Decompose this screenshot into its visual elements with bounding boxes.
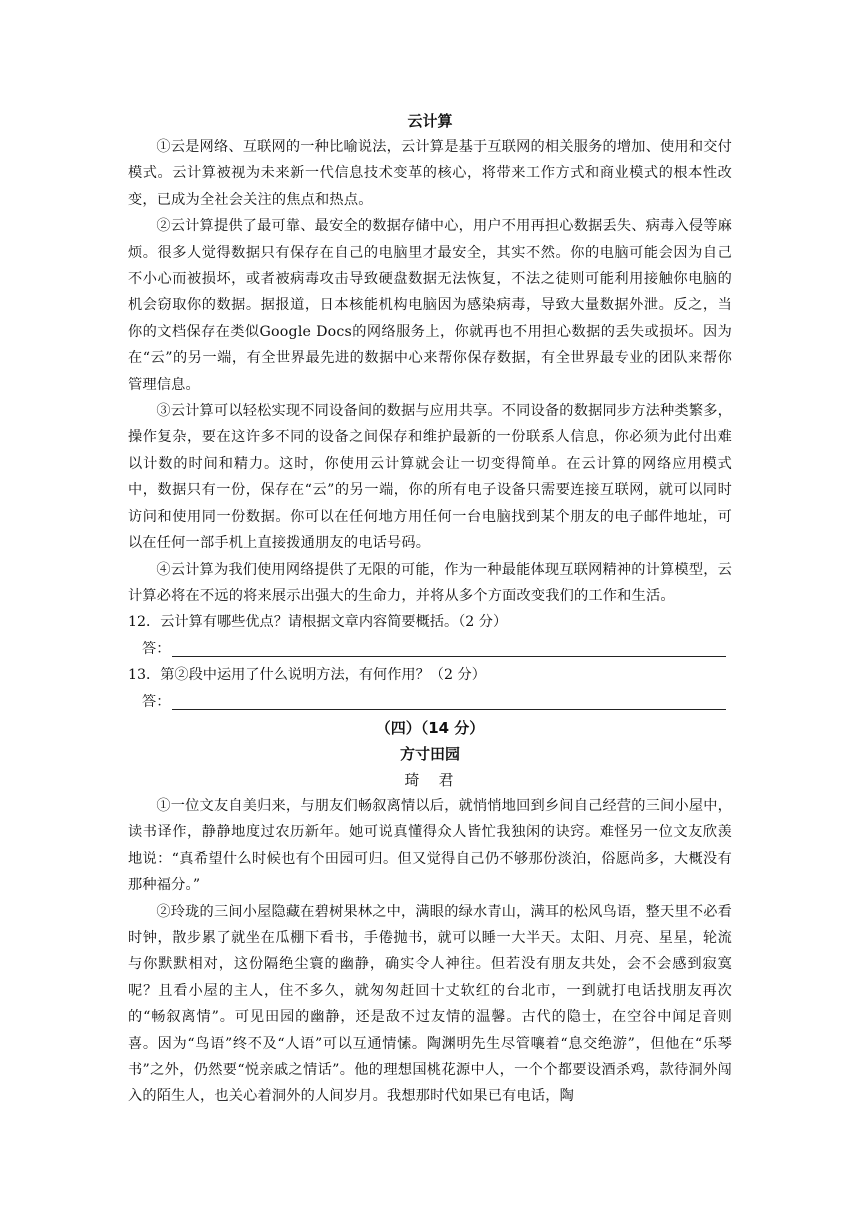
article-title-square-inch-garden: 方寸田园 xyxy=(399,744,460,763)
document-page xyxy=(128,108,732,1110)
paragraph-6: ②玲珑的三间小屋隐藏在碧树果林之中，满眼的绿水青山，满耳的松风鸟语，整天里不必看时钟，散步累了就坐在瓜棚下看书，手倦抛书，就可以睡一大半天。太阳、月亮、星星，轮流与你默默相对，这份隔绝尘寰的幽静，确实令人神往。但若没有朋友共处，会不会感到寂寞呢？且看小屋的主人，住不多久，就匆匆赶回十丈软红的台北市，一到就打电话找朋友再次的“畅叙离情”。可见田园的幽静，还是敌不过友情的温馨。古代的隐士，在空谷中闻足音则喜。因为“鸟语”终不及“人语”可以互通情愫。陶渊明先生尽管嚷着“息交绝游”，但他在“乐琴书”之外，仍然要“悦亲戚之情话”。他的理想国桃花源中人，一个个都要设酒杀鸡，款待洞外闯入的陌生人，也关心着洞外的人间岁月。我想那时代如果已有电话，陶 xyxy=(128,903,732,1105)
question-13: 13．第②段中运用了什么说明方法，有何作用？（2 分） xyxy=(128,667,486,684)
answer-rule xyxy=(172,708,726,710)
question-12: 12．云计算有哪些优点？请根据文章内容简要概括。（2 分） xyxy=(128,614,508,631)
paragraph-3: ③云计算可以轻松实现不同设备间的数据与应用共享。不同设备的数据同步方法种类繁多，操作复杂，要在这许多不同的设备之间保存和维护最新的一份联系人信息，你必须为此付出难以计数的时间和精力。这时，你使用云计算就会让一切变得简单。在云计算的网络应用模式中，数据只有一份，保存在“云”的另一端，你的所有电子设备只需要连接互联网，就可以同时访问和使用同一份数据。你可以在任何地方用任何一台电脑找到某个朋友的电子邮件地址，可以在任何一部手机上直接拨通朋友的电话号码。 xyxy=(128,403,732,552)
paragraph-5: ①一位文友自美归来，与朋友们畅叙离情以后，就悄悄地回到乡间自己经营的三间小屋中，读书译作，静静地度过农历新年。她可说真懂得众人皆忙我独闲的诀窍。难怪另一位文友欣羡地说：“真希望什么时候也有个田园可归。但又觉得自己仍不够那份淡泊，俗愿尚多，大概没有那种福分。” xyxy=(128,797,732,894)
article-title-cloud-computing: 云计算 xyxy=(407,112,453,130)
paragraph-2: ②云计算提供了最可靠、最安全的数据存储中心，用户不用再担心数据丢失、病毒入侵等麻烦。很多人觉得数据只有保存在自己的电脑里才最安全，其实不然。你的电脑可能会因为自己不小心而被损坏，或者被病毒攻击导致硬盘数据无法恢复，不法之徒则可能利用接触你电脑的机会窃取你的数据。据报道，日本核能机构电脑因为感染病毒，导致大量数据外泄。反之，当你的文档保存在类似Google Docs的网络服务上，你就再也不用担心数据的丢失或损坏。因为在“云”的另一端，有全世界最先进的数据中心来帮你保存数据，有全世界最专业的团队来帮你管理信息。 xyxy=(128,218,732,393)
paragraph-1: ①云是网络、互联网的一种比喻说法，云计算是基于互联网的相关服务的增加、使用和交付模式。云计算被视为未来新一代信息技术变革的核心，将带来工作方式和商业模式的根本性改变，已成为全社会关注的焦点和热点。 xyxy=(128,139,732,208)
article-author: 琦 君 xyxy=(404,770,456,789)
answer-rule xyxy=(172,655,726,657)
answer-label: 答： xyxy=(142,640,171,657)
paragraph-4: ④云计算为我们使用网络提供了无限的可能，作为一种最能体现互联网精神的计算模型，云计算必将在不远的将来展示出强大的生命力，并将从多个方面改变我们的工作和生活。 xyxy=(128,561,732,604)
answer-line-12[interactable] xyxy=(128,636,732,662)
section-heading-4: （四）（14 分） xyxy=(375,718,485,737)
answer-label: 答： xyxy=(142,693,171,710)
answer-line-13[interactable] xyxy=(128,689,732,715)
